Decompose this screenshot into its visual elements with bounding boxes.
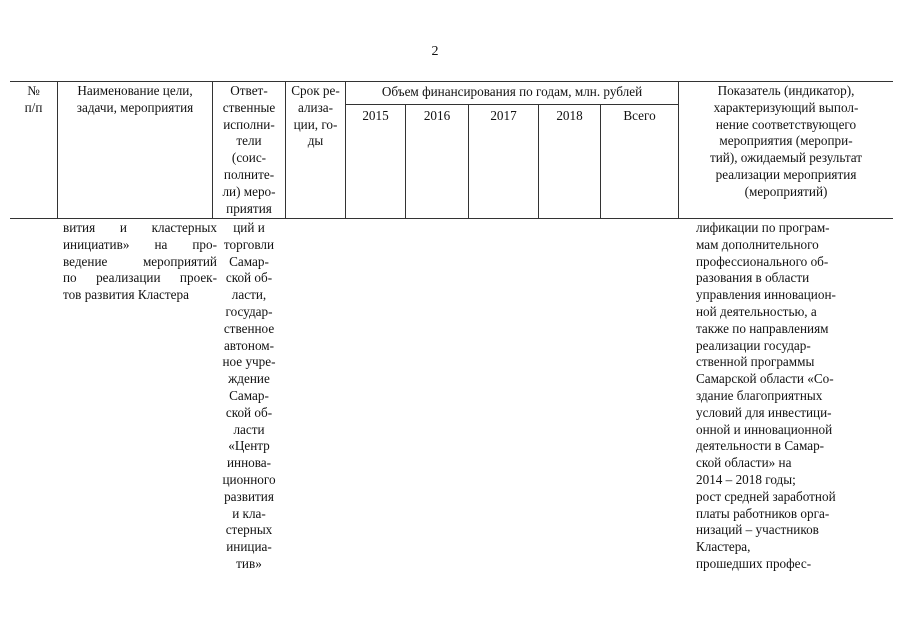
header-name-line: задачи, мероприятия (76, 99, 194, 115)
body-name-cell (63, 220, 217, 304)
header-indicator-line: реализации мероприятия (715, 166, 857, 182)
responsible-line: ционного (222, 471, 276, 487)
responsible-line: «Центр (228, 438, 270, 454)
header-year-2018: 2018 (556, 108, 583, 123)
name-word: инициатив» (63, 236, 130, 252)
indicator-line: Самарской области «Со- (696, 371, 834, 387)
indicator-line: ственной программы (696, 354, 815, 370)
indicator-line: также по направлениям (696, 320, 829, 336)
name-line (63, 270, 217, 287)
header-name-column (58, 83, 212, 117)
col-divider-4 (345, 81, 346, 219)
responsible-line: ственное (223, 320, 275, 336)
indicator-line: профессионального об- (696, 253, 829, 269)
header-number-column (10, 83, 57, 117)
header-responsible-line: приятия (226, 200, 272, 216)
responsible-line: ное учре- (222, 354, 276, 370)
page-number: 2 (431, 44, 439, 59)
header-bottom-border (10, 218, 893, 219)
header-year-2016: 2016 (423, 108, 451, 123)
name-line (63, 237, 217, 254)
header-term-line: ализа- (297, 99, 334, 115)
body-indicator-cell (696, 220, 886, 573)
indicator-line: платы работников орга- (696, 505, 830, 521)
responsible-line: Самар- (229, 253, 269, 269)
indicator-line: 2014 – 2018 годы; (696, 471, 796, 487)
header-responsible-line: (соис- (231, 150, 267, 166)
responsible-line: иннова- (226, 455, 272, 471)
indicator-line: мам дополнительного (696, 236, 819, 252)
indicator-line: разования в области (696, 270, 810, 286)
name-word: вития (63, 220, 96, 235)
header-indicator-line: Показатель (индикатор), (717, 83, 855, 98)
header-name-line: Наименование цели, (77, 83, 193, 98)
responsible-line: ской об- (225, 270, 273, 286)
header-indicator-line: нение соответствующего (715, 116, 857, 132)
indicator-line: условий для инвестици- (696, 404, 832, 420)
header-indicator-column (679, 83, 893, 201)
header-year-2015: 2015 (362, 108, 389, 123)
indicator-line: деятельности в Самар- (696, 438, 825, 454)
header-responsible-line: ли) меро- (222, 183, 276, 199)
indicator-line: лификации по програм- (696, 220, 830, 235)
name-line (63, 220, 217, 237)
name-line: тов развития Кластера (63, 287, 189, 303)
responsible-line: развития (224, 488, 274, 504)
responsible-line: автоном- (223, 337, 275, 353)
indicator-line: прошедших профес- (696, 555, 812, 571)
indicator-line: ной деятельностью, а (696, 303, 817, 319)
body-responsible-cell (213, 220, 285, 573)
name-word: реализации (96, 270, 161, 286)
header-responsible-line: ственные (222, 99, 276, 115)
indicator-line: низаций – участников (696, 522, 819, 538)
responsible-line: тив» (236, 555, 262, 571)
responsible-line: и кла- (232, 505, 266, 521)
header-responsible-line: исполни- (223, 116, 275, 132)
name-word: проек- (179, 270, 217, 286)
indicator-line: онной и инновационной (696, 421, 833, 437)
years-row-border (345, 104, 678, 105)
indicator-line: рост средней заработной (696, 488, 836, 504)
responsible-line: ласти, (231, 287, 267, 303)
header-term-column (286, 83, 345, 150)
header-number-line: № (27, 83, 40, 98)
responsible-line: Самар- (229, 387, 269, 403)
header-responsible-line: тели (236, 133, 262, 149)
header-responsible-line: полните- (223, 166, 275, 182)
header-term-line: ции, го- (293, 116, 338, 132)
indicator-line: Кластера, (696, 539, 751, 555)
header-year-2017: 2017 (490, 108, 517, 123)
header-indicator-line: мероприятия (меропри- (719, 133, 853, 149)
header-top-border (10, 81, 893, 82)
responsible-line: ций и (233, 220, 265, 235)
header-term-line: Срок ре- (291, 83, 340, 98)
header-number-line: п/п (24, 99, 43, 115)
name-word: про- (192, 236, 217, 252)
header-indicator-line: характеризующий выпол- (713, 99, 859, 115)
header-responsible-column (213, 83, 285, 217)
name-word: на (154, 236, 168, 252)
header-indicator-line: (мероприятий) (744, 183, 828, 199)
header-indicator-line: тий), ожидаемый результат (709, 150, 863, 166)
responsible-line: государ- (225, 303, 273, 319)
responsible-line: инициа- (226, 539, 272, 555)
name-word: ведение (63, 253, 108, 269)
responsible-line: ской об- (225, 404, 273, 420)
responsible-line: ласти (233, 421, 265, 437)
header-term-line: ды (307, 133, 324, 149)
name-word: кластерных (151, 220, 217, 235)
indicator-line: ской области» на (696, 455, 792, 471)
name-line (63, 254, 217, 271)
header-funding-title: Объем финансирования по годам, млн. рублей (381, 84, 643, 99)
responsible-line: ждение (228, 371, 270, 387)
header-responsible-line: Ответ- (230, 83, 268, 98)
name-word: мероприятий (142, 253, 217, 269)
responsible-line: стерных (225, 522, 273, 538)
name-word: и (119, 220, 127, 235)
name-word: по (63, 270, 77, 286)
responsible-line: торговли (223, 236, 275, 252)
indicator-line: здание благоприятных (696, 387, 823, 403)
indicator-line: реализации государ- (696, 337, 811, 353)
indicator-line: управления инновацион- (696, 287, 836, 303)
header-total: Всего (623, 108, 656, 123)
